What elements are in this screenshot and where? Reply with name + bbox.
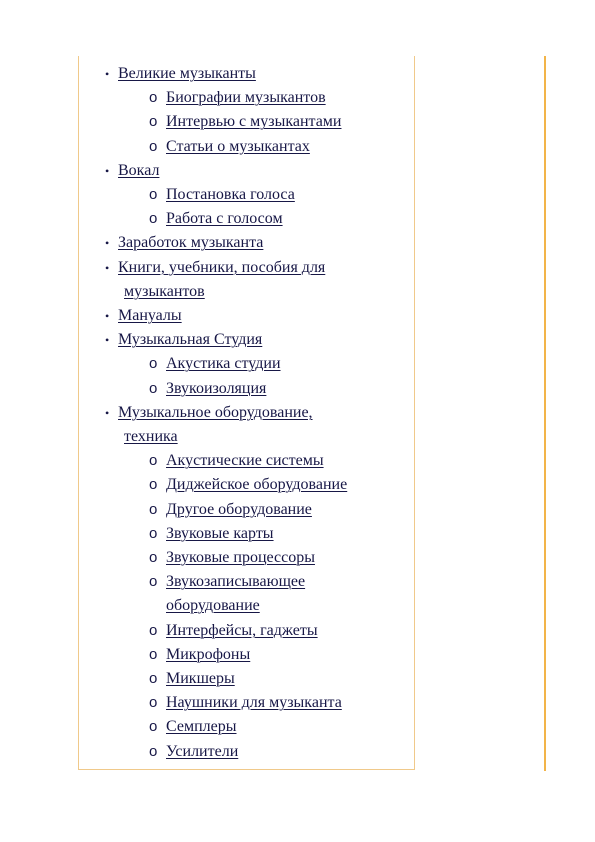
menu-link[interactable]: Музыкальное оборудование, [118, 403, 313, 421]
submenu-link[interactable]: Диджейское оборудование [166, 476, 348, 494]
menu-item [118, 256, 325, 280]
submenu-item [166, 352, 281, 376]
menu-link[interactable]: Вокал [118, 161, 160, 179]
submenu-link[interactable]: Интервью с музыкантами [166, 113, 342, 131]
sub-bullet-icon: o [149, 355, 158, 373]
submenu-item [166, 498, 312, 522]
submenu-link[interactable]: Интерфейсы, гаджеты [166, 621, 318, 639]
submenu-item [166, 715, 237, 739]
submenu-item [166, 619, 318, 643]
bullet-icon: • [105, 333, 110, 348]
menu-link[interactable]: Заработок музыканта [118, 234, 264, 252]
submenu-link[interactable]: оборудование [166, 597, 260, 615]
menu-link[interactable]: Великие музыканты [118, 65, 256, 82]
submenu-link[interactable]: Звукоизоляция [166, 379, 267, 397]
bullet-icon: • [105, 405, 110, 420]
submenu-item [166, 522, 274, 546]
menu-link[interactable]: Музыкальная Студия [118, 331, 263, 349]
menu-item-continuation [124, 425, 178, 449]
menu-item [118, 159, 159, 183]
sub-bullet-icon: o [149, 452, 158, 470]
menu-item [118, 304, 182, 328]
submenu-item [166, 86, 326, 110]
submenu-link[interactable]: Постановка голоса [166, 186, 295, 203]
submenu-link[interactable]: Звуковые карты [166, 524, 274, 542]
menu-item [118, 62, 256, 86]
submenu-item [166, 110, 341, 134]
sub-bullet-icon: o [149, 549, 158, 566]
menu-link[interactable]: техника [124, 428, 178, 445]
submenu-item [166, 570, 305, 594]
submenu-item [166, 643, 250, 667]
submenu-item-continuation [166, 594, 260, 618]
sub-bullet-icon: o [149, 186, 158, 203]
menu-link[interactable]: Книги, учебники, пособия для [118, 258, 326, 276]
submenu-link[interactable]: Работа с голосом [166, 210, 283, 228]
submenu-link[interactable]: Звукозаписывающее [166, 573, 306, 591]
menu-item [118, 401, 313, 425]
menu-item [118, 328, 262, 352]
submenu-link[interactable]: Другое оборудование [166, 500, 312, 518]
submenu-item [166, 740, 238, 764]
sub-bullet-icon: o [149, 500, 158, 518]
sub-bullet-icon: o [149, 137, 158, 155]
sub-bullet-icon: o [149, 476, 158, 494]
menu-item-continuation [124, 280, 205, 304]
sub-bullet-icon: o [149, 524, 158, 542]
right-divider-line [544, 56, 546, 771]
menu-link[interactable]: Мануалы [118, 307, 182, 324]
submenu-item [166, 135, 310, 159]
submenu-item [166, 667, 235, 691]
submenu-item [166, 449, 324, 473]
submenu-item [166, 546, 315, 570]
sub-bullet-icon: o [149, 645, 158, 663]
submenu-link[interactable]: Акустика студии [166, 355, 281, 373]
bullet-icon: • [105, 236, 110, 251]
submenu-link[interactable]: Биографии музыкантов [166, 89, 326, 107]
submenu-link[interactable]: Усилители [166, 742, 239, 760]
sub-bullet-icon: o [149, 379, 158, 397]
sub-bullet-icon: o [149, 694, 158, 712]
sub-bullet-icon: o [149, 573, 158, 591]
sub-bullet-icon: o [149, 113, 158, 131]
submenu-link[interactable]: Наушники для музыканта [166, 694, 342, 712]
submenu-item [166, 473, 347, 497]
menu-link[interactable]: музыкантов [124, 282, 205, 300]
submenu-item [166, 377, 266, 401]
sub-bullet-icon: o [149, 621, 158, 639]
sub-bullet-icon: o [149, 718, 158, 736]
submenu-link[interactable]: Акустические системы [166, 452, 324, 470]
submenu-link[interactable]: Микрофоны [166, 645, 251, 663]
menu-item [118, 231, 263, 255]
submenu-link[interactable]: Статьи о музыкантах [166, 137, 310, 155]
sub-bullet-icon: o [149, 670, 158, 687]
bullet-icon: • [105, 260, 110, 275]
submenu-link[interactable]: Семплеры [166, 718, 237, 736]
bullet-icon: • [105, 163, 110, 178]
submenu-item [166, 691, 342, 715]
submenu-item [166, 183, 295, 207]
bullet-icon: • [105, 309, 110, 323]
sub-bullet-icon: o [149, 210, 158, 228]
sub-bullet-icon: o [149, 742, 158, 760]
submenu-item [166, 207, 283, 231]
sub-bullet-icon: o [149, 89, 158, 107]
submenu-link[interactable]: Звуковые процессоры [166, 549, 315, 566]
submenu-link[interactable]: Микшеры [166, 670, 235, 687]
bullet-icon: • [105, 67, 110, 81]
